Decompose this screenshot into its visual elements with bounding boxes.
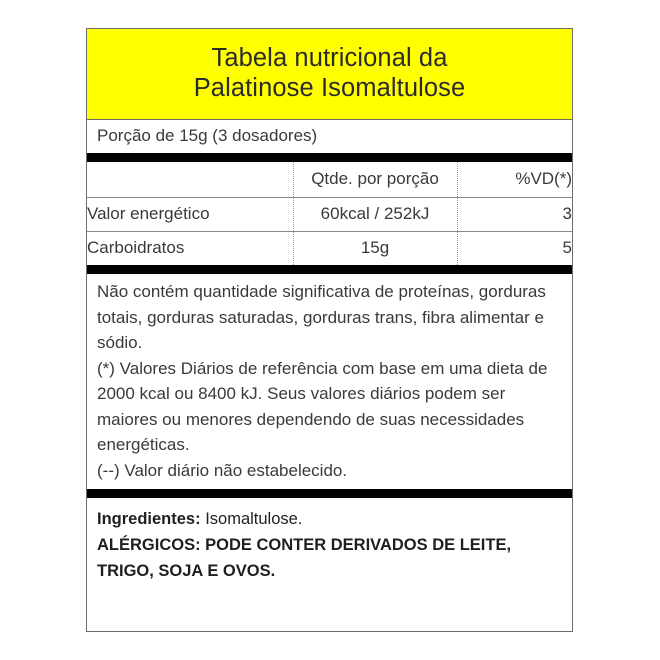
separator-bar-top (87, 153, 572, 162)
ingredients-label: Ingredientes: (97, 510, 201, 528)
row-name-carbs: Carboidratos (87, 238, 185, 257)
note-not-significant: Não contém quantidade significativa de proteínas, gorduras totais, gorduras saturadas, gorduras trans, fibra alimentar e sódio. (97, 282, 546, 352)
title-line-2: Palatinose Isomaltulose (193, 74, 466, 102)
table-row (87, 198, 572, 232)
separator-bar-middle (87, 265, 572, 274)
row-qty-carbs: 15g (293, 232, 457, 266)
footnotes (87, 274, 572, 489)
note-daily-reference: (*) Valores Diários de referência com base em uma dieta de 2000 kcal ou 8400 kJ. Seus valores diários podem ser maiores ou menores dependendo de suas necessidades energéticas. (97, 358, 548, 454)
ingredients-block (87, 498, 572, 631)
allergens-statement: ALÉRGICOS: PODE CONTER DERIVADOS DE LEITE, TRIGO, SOJA E OVOS. (97, 536, 512, 580)
row-vd-carbs: 5 (562, 238, 572, 257)
row-qty-energy: 60kcal / 252kJ (293, 198, 457, 232)
title-line-1: Tabela nutricional da (211, 44, 448, 72)
table-header-row (87, 162, 572, 198)
header-quantity: Qtde. por porção (293, 162, 457, 198)
separator-bar-bottom (87, 489, 572, 498)
title-banner (87, 29, 572, 120)
header-daily-value: %VD(*) (457, 162, 572, 198)
row-vd-energy: 3 (457, 198, 572, 232)
ingredients-value: Isomaltulose. (205, 510, 303, 528)
row-name-energy: Valor energético (87, 198, 293, 232)
nutrition-table (87, 162, 572, 265)
portion-statement: Porção de 15g (3 dosadores) (97, 126, 318, 145)
nutrition-label (86, 28, 573, 632)
table-row (87, 232, 572, 266)
header-nutrient (87, 162, 293, 198)
note-not-established: (--) Valor diário não estabelecido. (97, 460, 348, 480)
ingredients-line (97, 506, 562, 532)
